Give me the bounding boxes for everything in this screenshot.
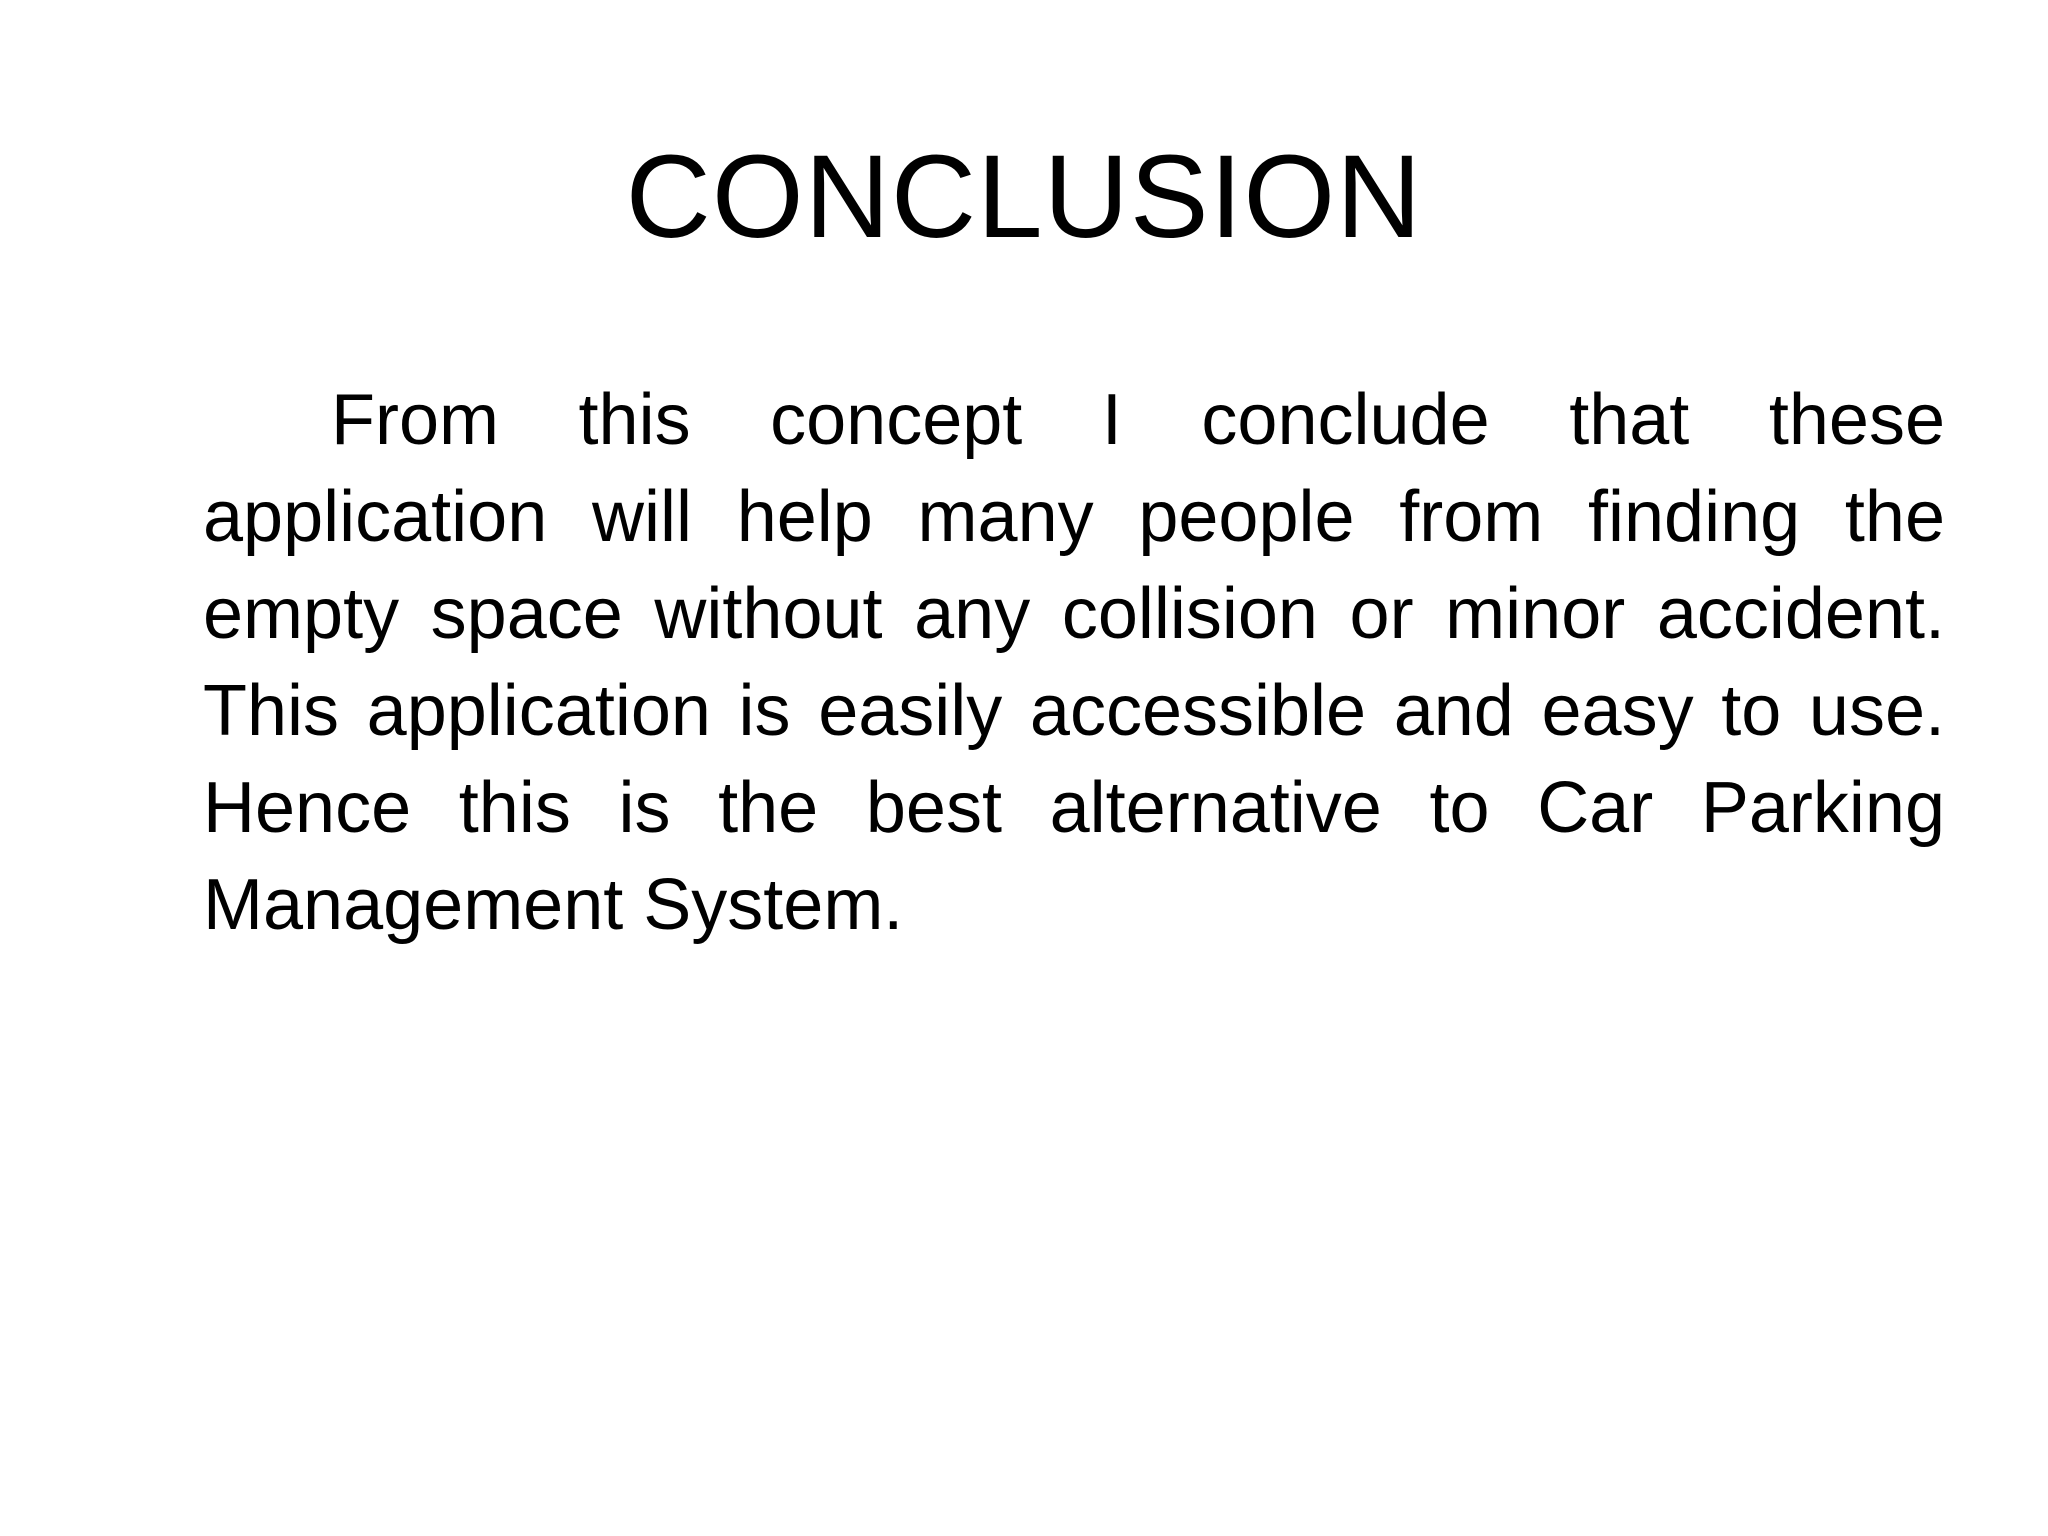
slide-body-paragraph: From this concept I conclude that these application will help many people from finding the empty space without any collision or minor accident. This application is easily accessible and easy to use. Hence this is the best alternative to Car Parking Management System. bbox=[203, 380, 1945, 945]
slide-title: CONCLUSION bbox=[625, 131, 1423, 263]
